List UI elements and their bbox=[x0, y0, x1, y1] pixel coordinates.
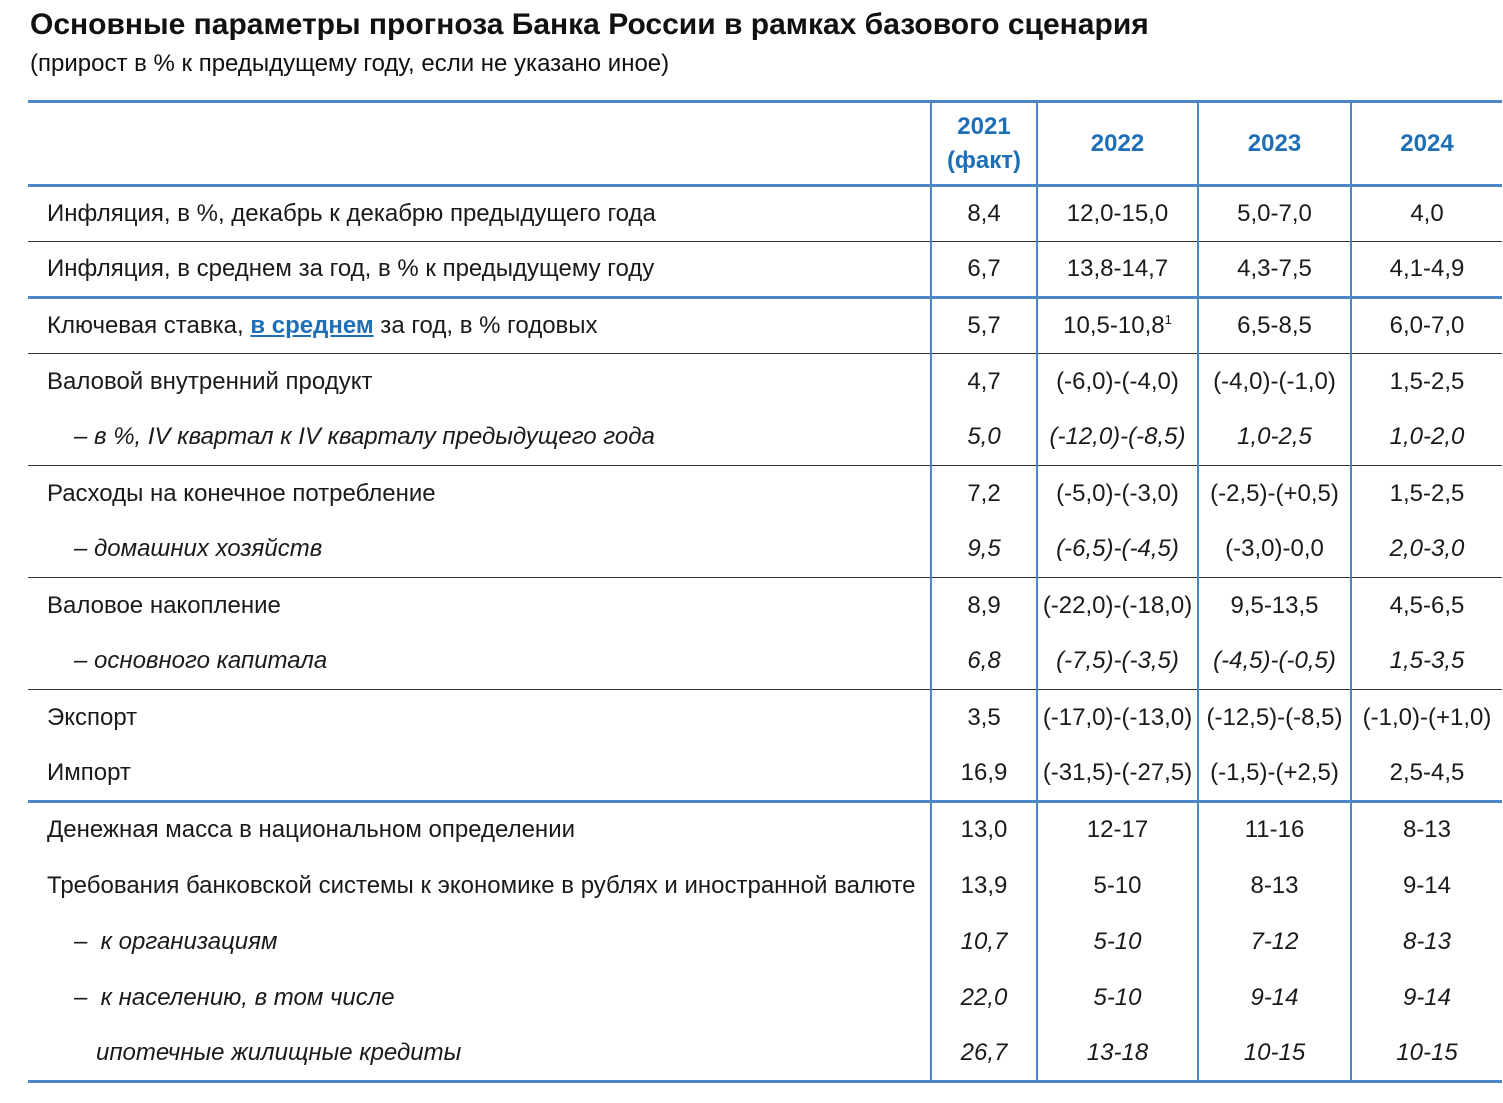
cell-2021: 6,8 bbox=[931, 634, 1037, 690]
cell-2023: (-4,0)-(-1,0) bbox=[1198, 354, 1351, 410]
cell-2021: 9,5 bbox=[931, 522, 1037, 578]
cell-2024: 2,5-4,5 bbox=[1351, 746, 1502, 802]
cell-2023: 4,3-7,5 bbox=[1198, 242, 1351, 298]
cell-2021: 4,7 bbox=[931, 354, 1037, 410]
cell-2023: 11-16 bbox=[1198, 802, 1351, 858]
row-consumption bbox=[28, 466, 1502, 522]
row-bank-claims bbox=[28, 858, 1502, 914]
row-label bbox=[28, 298, 931, 354]
row-label: Инфляция, в среднем за год, в % к предыдущему году bbox=[28, 242, 931, 298]
row-label: Расходы на конечное потребление bbox=[28, 466, 931, 522]
header-2021 bbox=[931, 102, 1037, 186]
row-accumulation bbox=[28, 578, 1502, 634]
row-label: Валовой внутренний продукт bbox=[28, 354, 931, 410]
cell-2021: 6,7 bbox=[931, 242, 1037, 298]
row-label: – в %, IV квартал к IV кварталу предыдущего года bbox=[74, 423, 655, 451]
cell-2022: (-5,0)-(-3,0) bbox=[1037, 466, 1198, 522]
cell-2024: 6,0-7,0 bbox=[1351, 298, 1502, 354]
average-link[interactable]: в среднем bbox=[250, 312, 374, 339]
cell-2021: 13,0 bbox=[931, 802, 1037, 858]
row-label: Требования банковской системы к экономике в рублях и иностранной валюте bbox=[47, 871, 916, 899]
cell-2021: 16,9 bbox=[931, 746, 1037, 802]
cell-2024: 8-13 bbox=[1351, 914, 1502, 970]
cell-2022: 13,8-14,7 bbox=[1037, 242, 1198, 298]
cell-2024: 1,5-3,5 bbox=[1351, 634, 1502, 690]
row-label: – основного капитала bbox=[74, 647, 328, 675]
row-inflation-dec bbox=[28, 186, 1502, 242]
cell-2022: 5-10 bbox=[1037, 858, 1198, 914]
cell-2023: 8-13 bbox=[1198, 858, 1351, 914]
cell-2021: 5,7 bbox=[931, 298, 1037, 354]
cell-2023: (-3,0)-0,0 bbox=[1198, 522, 1351, 578]
cell-2022: (-6,0)-(-4,0) bbox=[1037, 354, 1198, 410]
cell-2022: 12,0-15,0 bbox=[1037, 186, 1198, 242]
header-2023: 2023 bbox=[1198, 102, 1351, 186]
cell-2023: 6,5-8,5 bbox=[1198, 298, 1351, 354]
cell-2022: 5-10 bbox=[1037, 914, 1198, 970]
cell-2022: (-7,5)-(-3,5) bbox=[1037, 634, 1198, 690]
header-indicator bbox=[28, 102, 931, 186]
row-households bbox=[28, 522, 1502, 578]
cell-2024: 1,5-2,5 bbox=[1351, 354, 1502, 410]
cell-2024: 9-14 bbox=[1351, 970, 1502, 1026]
row-label: – к организациям bbox=[74, 927, 278, 955]
row-label: – домашних хозяйств bbox=[74, 535, 323, 563]
row-inflation-avg bbox=[28, 242, 1502, 298]
cell-2022: 13-18 bbox=[1037, 1026, 1198, 1082]
cell-2022: (-17,0)-(-13,0) bbox=[1037, 690, 1198, 746]
row-label: – к населению, в том числе bbox=[74, 983, 395, 1011]
cell-2024: 1,0-2,0 bbox=[1351, 410, 1502, 466]
forecast-table bbox=[28, 100, 1502, 1083]
cell-2024: 8-13 bbox=[1351, 802, 1502, 858]
cell-2024: 10-15 bbox=[1351, 1026, 1502, 1082]
cell-2023: 10-15 bbox=[1198, 1026, 1351, 1082]
cell-2021: 7,2 bbox=[931, 466, 1037, 522]
cell-2023: 7-12 bbox=[1198, 914, 1351, 970]
footnote-marker[interactable]: 1 bbox=[1164, 312, 1172, 327]
cell-2021: 8,9 bbox=[931, 578, 1037, 634]
page-title: Основные параметры прогноза Банка России в рамках базового сценария bbox=[30, 8, 1149, 41]
cell-2021: 5,0 bbox=[931, 410, 1037, 466]
row-claims-households bbox=[28, 970, 1502, 1026]
cell-2022: 12-17 bbox=[1037, 802, 1198, 858]
cell-2023: (-12,5)-(-8,5) bbox=[1198, 690, 1351, 746]
cell-2024: 2,0-3,0 bbox=[1351, 522, 1502, 578]
cell-2022 bbox=[1037, 298, 1198, 354]
cell-2024: 4,5-6,5 bbox=[1351, 578, 1502, 634]
cell-2021: 10,7 bbox=[931, 914, 1037, 970]
row-gdp bbox=[28, 354, 1502, 410]
cell-2022: (-31,5)-(-27,5) bbox=[1037, 746, 1198, 802]
cell-2024: (-1,0)-(+1,0) bbox=[1351, 690, 1502, 746]
header-2021-note: (факт) bbox=[946, 146, 1022, 174]
row-label: Валовое накопление bbox=[28, 578, 931, 634]
cell-2022-value: 10,5-10,8 bbox=[1063, 312, 1165, 339]
row-label: Инфляция, в %, декабрь к декабрю предыдущего года bbox=[47, 200, 656, 227]
row-import bbox=[28, 746, 1502, 802]
cell-2021: 8,4 bbox=[931, 186, 1037, 242]
page-subtitle: (прирост в % к предыдущему году, если не указано иное) bbox=[30, 50, 670, 77]
cell-2023: 5,0-7,0 bbox=[1198, 186, 1351, 242]
row-claims-organizations bbox=[28, 914, 1502, 970]
cell-2022: (-22,0)-(-18,0) bbox=[1037, 578, 1198, 634]
row-label: Экспорт bbox=[28, 690, 931, 746]
cell-2021: 13,9 bbox=[931, 858, 1037, 914]
cell-2024: 1,5-2,5 bbox=[1351, 466, 1502, 522]
header-2022: 2022 bbox=[1037, 102, 1198, 186]
cell-2022: 5-10 bbox=[1037, 970, 1198, 1026]
cell-2022: (-6,5)-(-4,5) bbox=[1037, 522, 1198, 578]
cell-2023: (-1,5)-(+2,5) bbox=[1198, 746, 1351, 802]
key-rate-label-pre: Ключевая ставка, bbox=[47, 312, 251, 339]
cell-2023: 9,5-13,5 bbox=[1198, 578, 1351, 634]
cell-2023: 1,0-2,5 bbox=[1198, 410, 1351, 466]
cell-2023: 9-14 bbox=[1198, 970, 1351, 1026]
table-header-row bbox=[28, 102, 1502, 186]
cell-2024: 4,1-4,9 bbox=[1351, 242, 1502, 298]
row-export bbox=[28, 690, 1502, 746]
cell-2021: 26,7 bbox=[931, 1026, 1037, 1082]
cell-2021: 22,0 bbox=[931, 970, 1037, 1026]
key-rate-label-post: за год, в % годовых bbox=[373, 312, 598, 339]
row-money-supply bbox=[28, 802, 1502, 858]
cell-2024: 4,0 bbox=[1351, 186, 1502, 242]
cell-2022: (-12,0)-(-8,5) bbox=[1037, 410, 1198, 466]
cell-2021: 3,5 bbox=[931, 690, 1037, 746]
row-mortgages bbox=[28, 1026, 1502, 1082]
row-label: Денежная масса в национальном определении bbox=[28, 802, 931, 858]
cell-2023: (-4,5)-(-0,5) bbox=[1198, 634, 1351, 690]
row-gdp-q4 bbox=[28, 410, 1502, 466]
row-fixed-capital bbox=[28, 634, 1502, 690]
cell-2024: 9-14 bbox=[1351, 858, 1502, 914]
cell-2023: (-2,5)-(+0,5) bbox=[1198, 466, 1351, 522]
header-2024: 2024 bbox=[1351, 102, 1502, 186]
row-key-rate bbox=[28, 298, 1502, 354]
row-label: ипотечные жилищные кредиты bbox=[28, 1026, 931, 1082]
header-2021-year: 2021 bbox=[957, 112, 1011, 140]
row-label: Импорт bbox=[47, 758, 131, 786]
